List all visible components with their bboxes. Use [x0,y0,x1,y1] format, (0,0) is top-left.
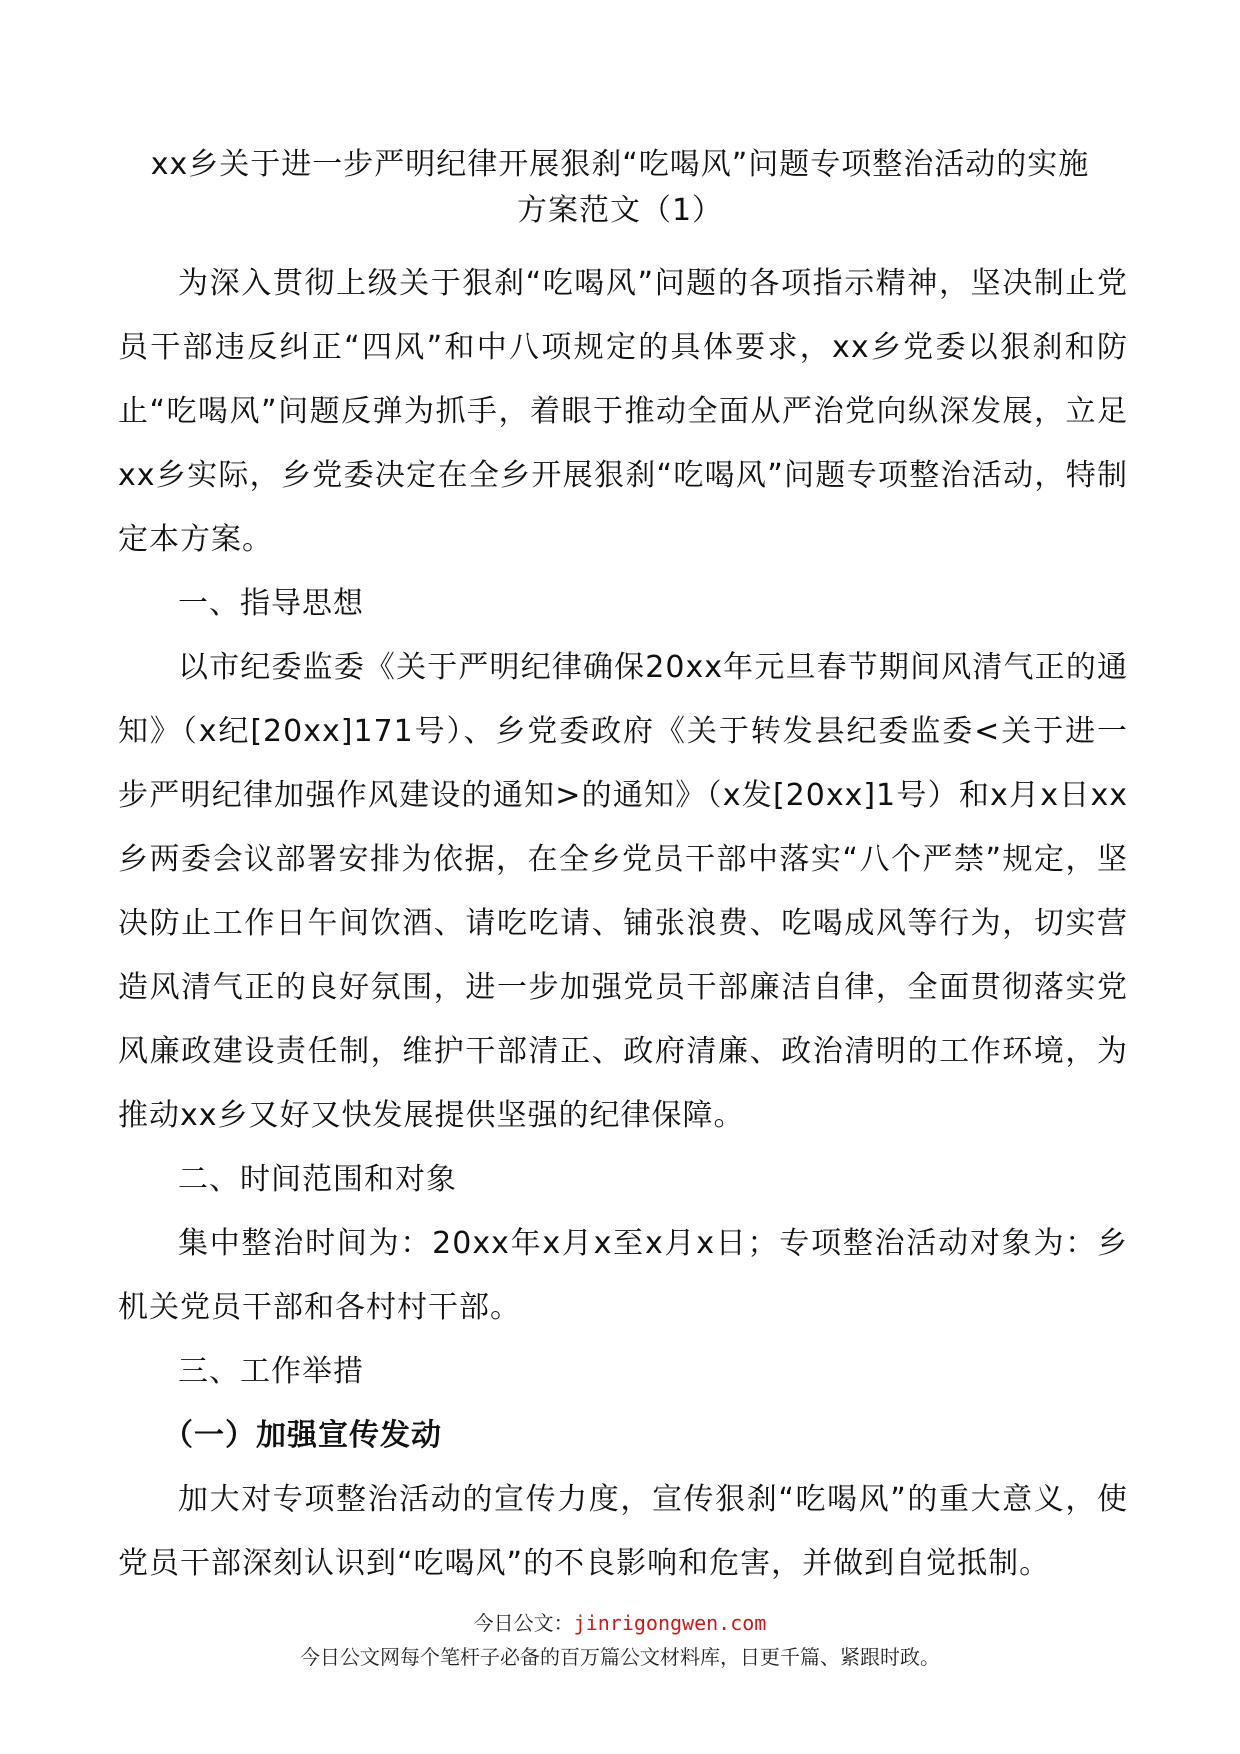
intro-paragraph: 为深入贯彻上级关于狠刹“吃喝风”问题的各项指示精神，坚决制止党员干部违反纠正“四风”和中八项规定的具体要求，xx乡党委以狠刹和防止“吃喝风”问题反弹为抓手，着眼于推动全面从严治党向纵深发展，立足xx乡实际，乡党委决定在全乡开展狠刹“吃喝风”问题专项整治活动，特制定本方案。 [118,266,1128,557]
time-scope-paragraph: 集中整治时间为：20xx年x月x至x月x日；专项整治活动对象为：乡机关党员干部和各村村干部。 [118,1226,1128,1325]
title-line-1: xx乡关于进一步严明纪律开展狠刹“吃喝风”问题专项整治活动的实施 [150,147,1090,182]
section-heading-time-scope: 二、时间范围和对象 [178,1162,457,1197]
publicity-paragraph: 加大对专项整治活动的宣传力度，宣传狠刹“吃喝风”的重大意义，使党员干部深刻认识到“吃喝风”的不良影响和危害，并做到自觉抵制。 [118,1482,1128,1581]
title-line-2: 方案范文（1） [516,193,724,228]
footer-site-link[interactable]: jinrigongwen.com [573,1611,767,1635]
document-title [110,142,1130,234]
section-heading-guiding-thought: 一、指导思想 [178,586,364,621]
footer-tagline: 今日公文网每个笔杆子必备的百万篇公文材料库，日更千篇、紧跟时政。 [300,1645,940,1669]
footer-site-line [0,1606,1240,1640]
page-footer [0,1606,1240,1674]
section-heading-measures: 三、工作举措 [178,1354,364,1389]
document-body [118,252,1128,1596]
footer-site-label: 今日公文： [473,1611,574,1635]
subsection-heading-publicity: （一）加强宣传发动 [163,1418,442,1453]
guiding-thought-paragraph: 以市纪委监委《关于严明纪律确保20xx年元旦春节期间风清气正的通知》（x纪[20xx]171号）、乡党委政府《关于转发县纪委监委<关于进一步严明纪律加强作风建设的通知>的通知》（x发[20xx]1号）和x月x日xx乡两委会议部署安排为依据，在全乡党员干部中落实“八个严禁”规定，坚决防止工作日午间饮酒、请吃吃请、铺张浪费、吃喝成风等行为，切实营造风清气正的良好氛围，进一步加强党员干部廉洁自律，全面贯彻落实党风廉政建设责任制，维护干部清正、政府清廉、政治清明的工作环境，为推动xx乡又好又快发展提供坚强的纪律保障。 [118,650,1128,1133]
